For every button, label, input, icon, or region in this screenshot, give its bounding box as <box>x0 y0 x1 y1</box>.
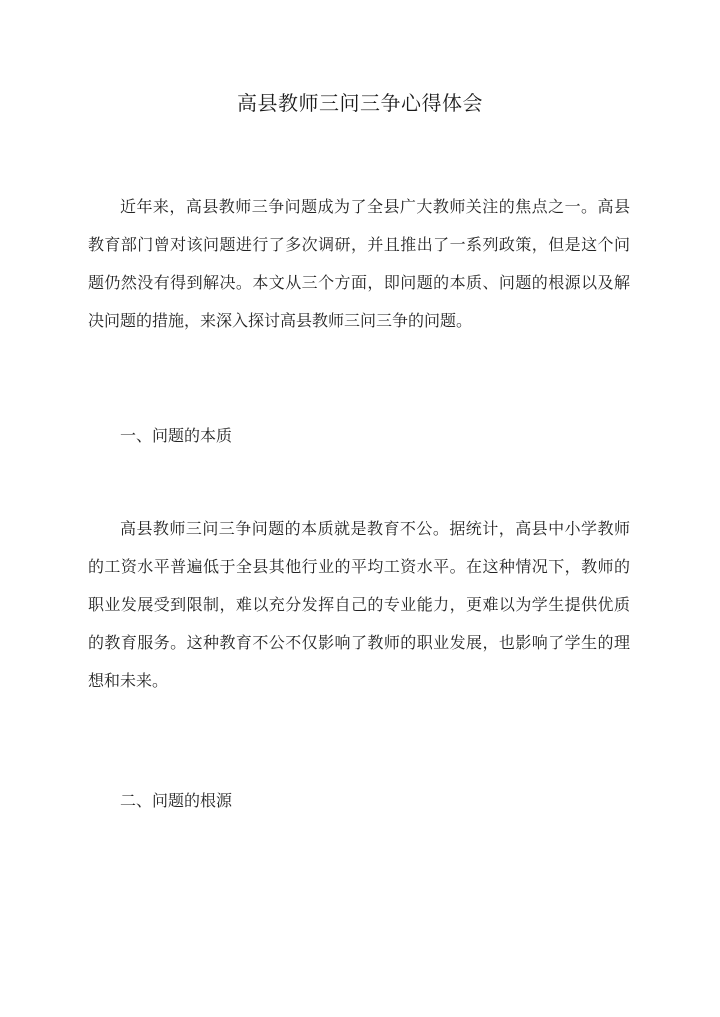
document-title: 高县教师三问三争心得体会 <box>237 91 483 115</box>
section-2-heading: 二、问题的根源 <box>120 791 233 810</box>
section-1-paragraph: 高县教师三问三争问题的本质就是教育不公。据统计，高县中小学教师的工资水平普遍低于全县其他行业的平均工资水平。在这种情况下，教师的职业发展受到限制，难以充分发挥自己的专业能力，更难以为学生提供优质的教育服务。这种教育不公不仅影响了教师的职业发展，也影响了学生的理想和未来。 <box>88 519 630 690</box>
section-1-heading: 一、问题的本质 <box>120 426 233 445</box>
intro-paragraph: 近年来，高县教师三争问题成为了全县广大教师关注的焦点之一。高县教育部门曾对该问题进行了多次调研，并且推出了一系列政策，但是这个问题仍然没有得到解决。本文从三个方面，即问题的本质、问题的根源以及解决问题的措施，来深入探讨高县教师三问三争的问题。 <box>88 197 630 330</box>
